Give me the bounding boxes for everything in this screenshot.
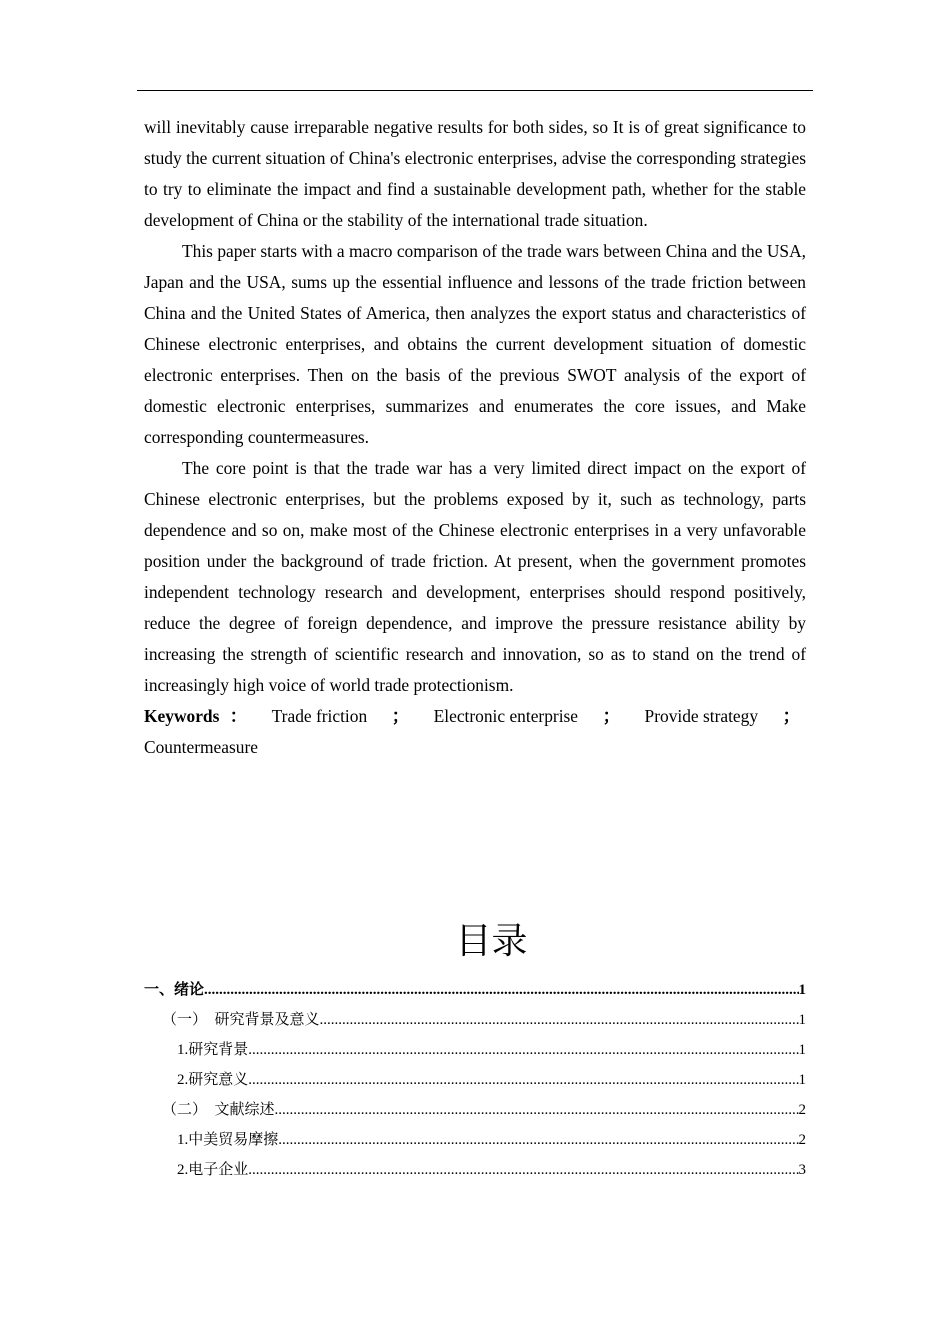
- keyword-separator: ；: [782, 706, 800, 726]
- toc-entry-page: 1: [798, 1012, 806, 1028]
- toc-entry-label: 一、绪论: [144, 982, 205, 998]
- toc-entry-label: 1.研究背景: [177, 1042, 249, 1058]
- abstract-paragraph-1: will inevitably cause irreparable negative results for both sides, so It is of great significance to study the current situation of China's electronic enterprises, advise the corresponding strategies to try to eliminate the impact and find a sustainable development path, whether for the stable development of China or the stability of the international trade situation.: [144, 117, 806, 230]
- toc-dot-leader: [320, 1005, 799, 1035]
- toc-dot-leader: [204, 975, 798, 1005]
- abstract-body: [144, 112, 806, 763]
- toc-entry-page: 1: [798, 1042, 806, 1058]
- toc-entry[interactable]: [144, 1125, 806, 1155]
- keyword-item: Electronic enterprise: [433, 706, 579, 726]
- toc-dot-leader: [248, 1065, 798, 1095]
- toc-entry[interactable]: [144, 975, 806, 1005]
- toc-entry-page: 2: [798, 1132, 806, 1148]
- toc-entry-label: （一） 研究背景及意义: [162, 1012, 320, 1028]
- keyword-item: Provide strategy: [644, 706, 759, 726]
- toc-entry-label: （二） 文献综述: [162, 1102, 275, 1118]
- abstract-paragraph-2: This paper starts with a macro comparison of the trade wars between China and the USA, Japan and the USA, sums up the essential influence and lessons of the trade friction between China and the United States of America, then analyzes the export status and characteristics of Chinese electronic enterprises, and obtains the current development situation of domestic electronic enterprises. Then on the basis of the previous SWOT analysis of the export of domestic electronic enterprises, summarizes and enumerates the core issues, and Make corresponding countermeasures.: [144, 241, 806, 447]
- toc-dot-leader: [248, 1155, 798, 1185]
- toc-dot-leader: [275, 1095, 799, 1125]
- table-of-contents: [144, 975, 806, 1185]
- toc-title: 目录: [455, 921, 528, 962]
- toc-entry[interactable]: [144, 1065, 806, 1095]
- keyword-separator: ；: [391, 706, 410, 726]
- toc-entry-label: 2.研究意义: [177, 1072, 249, 1088]
- header-rule: [137, 90, 813, 91]
- toc-entry-label: 2.电子企业: [177, 1162, 249, 1178]
- toc-entry-label: 1.中美贸易摩擦: [177, 1132, 279, 1148]
- toc-entry[interactable]: [144, 1155, 806, 1185]
- toc-entry-page: 3: [798, 1162, 806, 1178]
- keywords-label: Keywords: [144, 706, 220, 726]
- keyword-item: Trade friction: [271, 706, 368, 726]
- keywords-colon: ：: [229, 706, 248, 726]
- toc-entry[interactable]: [144, 1095, 806, 1125]
- toc-dot-leader: [278, 1125, 798, 1155]
- toc-dot-leader: [248, 1035, 798, 1065]
- toc-entry[interactable]: [144, 1035, 806, 1065]
- toc-entry-page: 1: [798, 1072, 806, 1088]
- toc-entry-page: 2: [798, 1102, 806, 1118]
- toc-entry-page: 1: [798, 982, 806, 998]
- abstract-paragraph-3: The core point is that the trade war has a very limited direct impact on the export of Chinese electronic enterprises, but the problems exposed by it, such as technology, parts dependence and so on, make most of the Chinese electronic enterprises in a very unfavorable position under the background of trade friction. At present, when the government promotes independent technology research and development, enterprises should respond positively, reduce the degree of foreign dependence, and improve the pressure resistance ability by increasing the strength of scientific research and innovation, so as to stand on the trend of increasingly high voice of world trade protectionism.: [144, 458, 806, 695]
- keyword-item: Countermeasure: [144, 737, 258, 757]
- keywords-line: [144, 701, 806, 763]
- keyword-separator: ；: [602, 706, 620, 726]
- toc-entry[interactable]: [144, 1005, 806, 1035]
